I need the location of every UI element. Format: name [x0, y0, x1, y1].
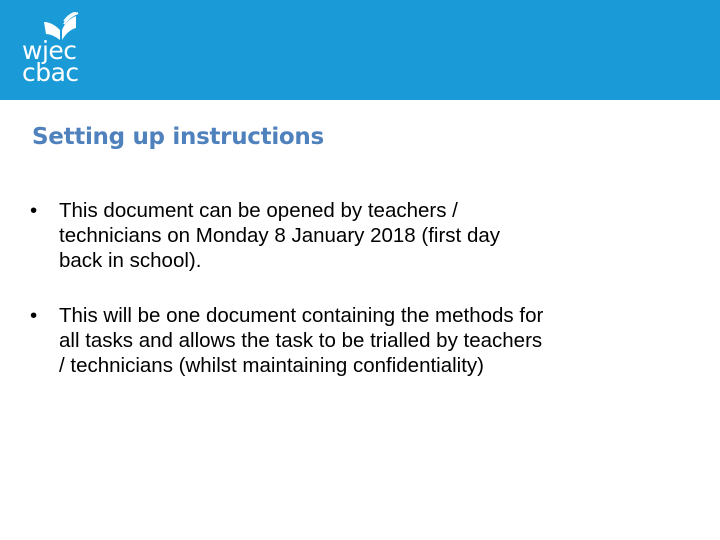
- header-banner: [0, 0, 720, 100]
- wjec-cbac-logo: [20, 12, 90, 87]
- bullet-marker: •: [30, 304, 38, 327]
- bullet-line: This will be one document containing the methods for: [59, 304, 544, 327]
- logo-text-cbac: cbac: [22, 58, 79, 87]
- bullet-list: [30, 198, 670, 408]
- bullet-item-1: [30, 198, 670, 273]
- bullet-line: / technicians (whilst maintaining confidentiality): [59, 354, 485, 377]
- bullet-item-2: [30, 303, 670, 378]
- bullet-line: all tasks and allows the task to be trialled by teachers: [59, 329, 543, 352]
- logo-text-wjec: wjec: [22, 36, 77, 65]
- bullet-marker: •: [30, 199, 38, 222]
- bullet-line: back in school).: [59, 249, 202, 272]
- bullet-line: This document can be opened by teachers /: [59, 199, 458, 222]
- bullet-line: technicians on Monday 8 January 2018 (first day: [59, 224, 501, 247]
- page-title: Setting up instructions: [32, 124, 324, 150]
